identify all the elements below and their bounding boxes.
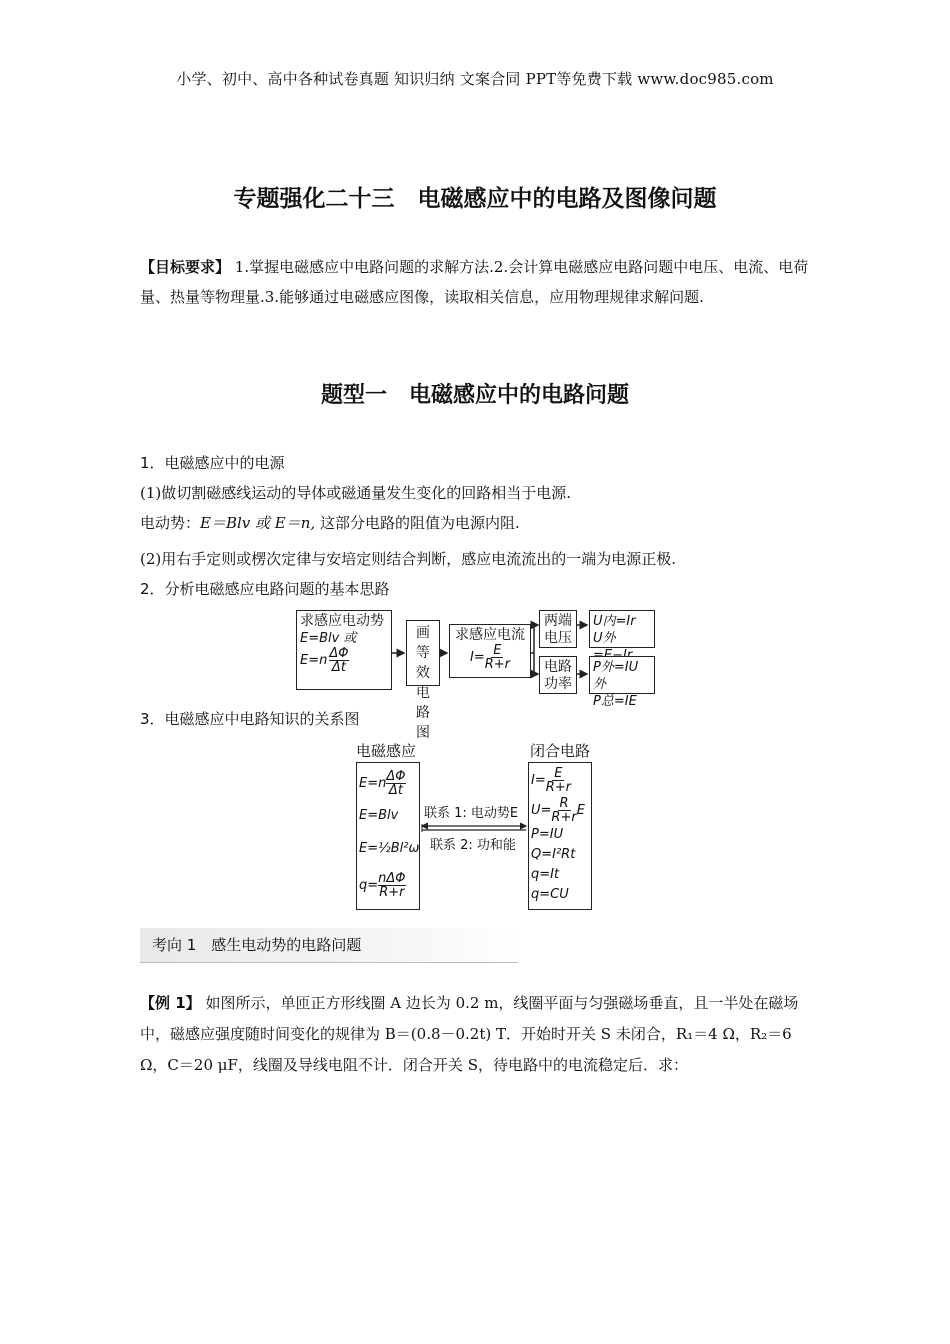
flow-b3-title: 求感应电流 — [455, 627, 525, 643]
item3-heading: 3．电磁感应中电路知识的关系图 — [140, 710, 360, 728]
flow-b3-den: R+r — [484, 657, 510, 672]
relation-link1: 联系 1: 电动势E — [424, 806, 519, 821]
flow-b1-line2 — [300, 647, 388, 674]
flow-b2-l1: 画等 — [416, 625, 430, 661]
flow-box-power — [539, 656, 577, 694]
page-title: 专题强化二十三 电磁感应中的电路及图像问题 — [233, 186, 717, 212]
flow-b1-fraction — [329, 647, 348, 674]
flow-b7-l1: P外=IU外 — [593, 660, 639, 692]
goal-paragraph — [140, 252, 812, 312]
flow-box-emf — [296, 610, 392, 690]
relation-right-f4: Q=I²Rt — [531, 847, 576, 862]
flow-b6-l2: 功率 — [544, 676, 572, 692]
flow-b1-num: ΔΦ — [329, 646, 349, 661]
flow-b1-title: 求感应电动势 — [300, 613, 384, 629]
relation-left-f4-num: nΔΦ — [378, 870, 406, 886]
goal-label: 【目标要求】 — [140, 258, 231, 276]
relation-left-f1-lhs: E=n — [359, 775, 387, 791]
relation-right-f6: q=CU — [531, 887, 569, 902]
flow-box-circuit — [406, 620, 440, 741]
relation-right-f2-num: R — [559, 795, 569, 811]
example-text: 如图所示，单匝正方形线圈 A 边长为 0.2 m，线圈平面与匀强磁场垂直，且一半处在磁场中，磁感应强度随时间变化的规律为 B＝(0.8－0.2t) T．开始时开关 S 未闭合，R₁＝4 Ω，R₂＝6 Ω，C＝20 μF，线圈及导线电阻不计．闭合开关 S，待电路中的电流稳定后．求： — [140, 994, 799, 1074]
relation-left-title: 电磁感应 — [356, 742, 417, 760]
page-header: 小学、初中、高中各种试卷真题 知识归纳 文案合同 PPT等免费下载 www.doc985.com — [176, 70, 774, 88]
relation-left-f4-lhs: q= — [359, 877, 379, 893]
relation-left-f4-den: R+r — [379, 884, 405, 900]
goal-text: 1.掌握电磁感应中电路问题的求解方法.2.会计算电磁感应电路问题中电压、电流、电荷量、热量等物理量.3.能够通过电磁感应图像，读取相关信息，应用物理规律求解问题. — [140, 258, 809, 306]
flow-b1-line1: E=Blv 或 — [300, 631, 357, 646]
topic-divider — [140, 962, 518, 963]
relation-right-title: 闭合电路 — [530, 742, 591, 760]
flow-box-current — [449, 624, 531, 678]
relation-link2: 联系 2: 功和能 — [430, 838, 516, 853]
flow-b4-l1: 两端 — [544, 613, 572, 629]
item1-p2 — [140, 512, 520, 533]
topic-title: 考向 1 感生电动势的电路问题 — [152, 936, 362, 954]
relation-right-f1-num: E — [554, 765, 563, 781]
relation-right-f1-den: R+r — [545, 779, 572, 795]
relation-right-f2-rhs: E — [576, 802, 585, 818]
flow-diagram — [296, 608, 658, 741]
flow-b5-l1: U内=Ir — [593, 614, 636, 629]
relation-right-box — [528, 762, 592, 910]
item1-p2-suffix: 这部分电路的阻值为电源内阻. — [315, 514, 520, 532]
relation-right-f1-lhs: I= — [531, 772, 546, 788]
item1-p3: (2)用右手定则或楞次定律与安培定则结合判断，感应电流流出的一端为电源正极. — [140, 550, 677, 568]
relation-right-f2-lhs: U= — [531, 802, 552, 818]
flow-b3-fraction — [485, 644, 510, 671]
relation-right-f3: P=IU — [531, 827, 564, 842]
relation-right-f2-den: R+r — [551, 809, 577, 825]
item1-heading: 1．电磁感应中的电源 — [140, 454, 285, 472]
flow-b2-l3: 路图 — [416, 705, 430, 741]
item1-p2-formula: E＝Blv 或 E＝n, — [200, 514, 316, 532]
section-title: 题型一 电磁感应中的电路问题 — [320, 383, 629, 408]
relation-left-f3: E=½Bl²ω — [359, 841, 420, 856]
flow-b2-l2: 效电 — [416, 665, 430, 701]
flow-box-power-formulas — [589, 656, 655, 709]
flow-b7-l2: P总=IE — [593, 694, 637, 709]
relation-left-f1-num: ΔΦ — [386, 768, 406, 784]
flow-b3-num: E — [493, 643, 502, 658]
relation-left-f1-den: Δt — [388, 782, 403, 798]
flow-b6-l1: 电路 — [544, 659, 572, 675]
flow-box-voltage-formulas — [589, 610, 655, 648]
relation-right-f5: q=It — [531, 867, 560, 882]
item2-heading: 2．分析电磁感应电路问题的基本思路 — [140, 580, 390, 598]
relation-left-f2: E=Blv — [359, 808, 399, 823]
relation-right-f1 — [531, 765, 589, 795]
flow-b3-lhs: I= — [469, 650, 485, 665]
relation-right-f1-frac — [546, 767, 571, 794]
relation-right-f2-frac — [551, 797, 576, 824]
item1-p1: (1)做切割磁感线运动的导体或磁通量发生变化的回路相当于电源. — [140, 484, 572, 502]
flow-b4-l2: 电压 — [544, 630, 572, 646]
example-paragraph — [140, 988, 812, 1081]
flow-b1-lhs: E=n — [300, 653, 328, 668]
example-label: 【例 1】 — [140, 994, 201, 1012]
flow-b3-formula — [453, 644, 527, 671]
flow-b1-den: Δt — [331, 660, 346, 675]
item1-p2-prefix: 电动势： — [140, 514, 201, 532]
relation-right-f2 — [531, 795, 589, 825]
flow-box-voltage — [539, 610, 577, 648]
relation-diagram — [352, 738, 602, 914]
flow-b5-l2: U外 — [593, 631, 616, 646]
